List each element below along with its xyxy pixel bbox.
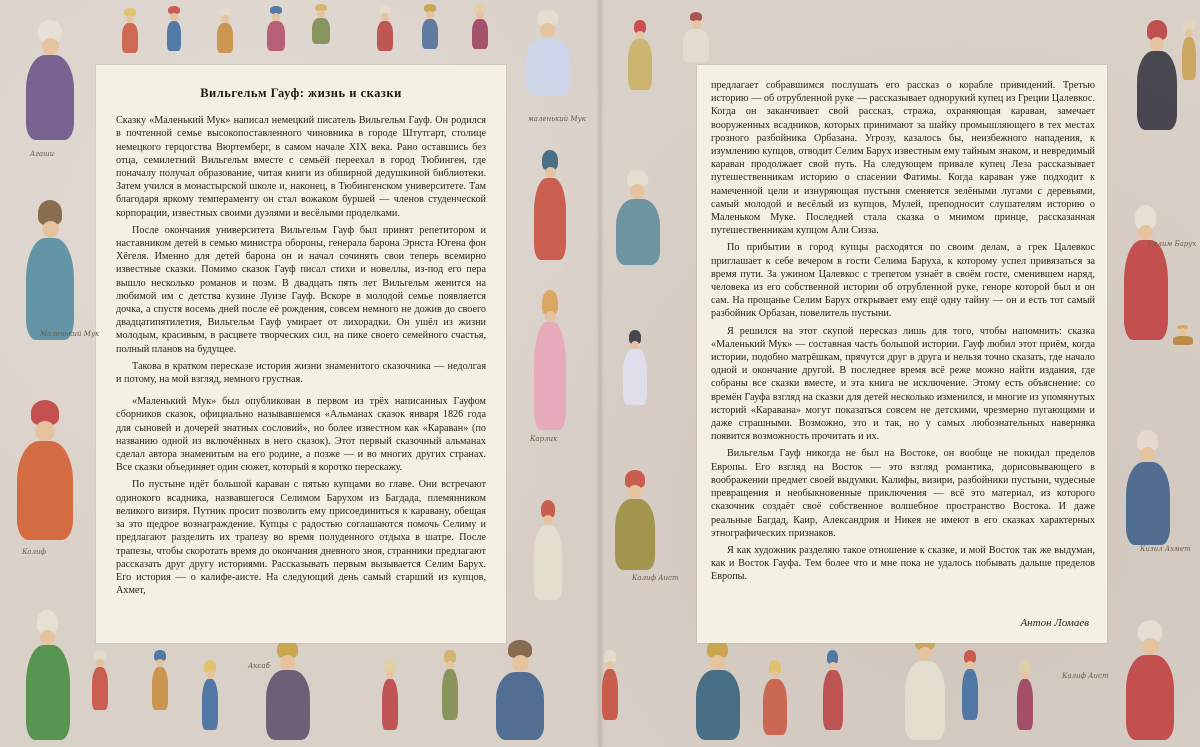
- paragraph: Я как художник разделяю такое отношение к сказке, и мой Восток так же выдуман, как и Восток Гауфа. Тем более что и мне пока не удалось побывать дальше пределов Европы.: [711, 544, 1095, 583]
- robe-shape: [602, 669, 618, 720]
- head-shape: [512, 655, 529, 672]
- costume-sketch: [760, 660, 790, 735]
- paragraph: По прибытии в город купцы расходятся по своим делам, а грек Цалевкос приглашает к себе вечером в гости Селима Баруха, к которому успел привязаться за время пути. За ужином Цалевкос с трепетом узнаёт в своём госте, сменившем наряд, человека из его собственной истории об отрубленной руке, геноре которой был и он сам. На прощанье Селим Барух открывает ему ещё одну тайну — он и есть тот самый разбойник Орбазан, повелитель пустыни.: [711, 242, 1095, 320]
- paragraph: Я решился на этот скупой пересказ лишь для того, чтобы напомнить: сказка «Маленький Мук» — составная часть большой истории. Гауф любил этот приём, когда истории, подобно матрёшкам, прячутся друг в друга и нельзя точно сказать, где начало одной и окончание другой. В последнее время всё реже можно найти издания, где собраны все сказки вместе, и эта книга не исключение. Этому есть объяснение: со времён Гауфа взгляд на сказки для детей несколько изменился, и многие из упомянутых историй «Каравана» могут показаться совсем не детскими, чрезмерно пугающими и даже страшными. Возможно, это и так, но у самых любознательных наверняка появится возможность прочитать и их.: [711, 325, 1095, 443]
- paragraph: По пустыне идёт большой караван с пятью купцами во главе. Они встречают одинокого всадника, назвавшегося Селимом Барухом из Багдада, племянником великого визиря. Путник просит позволить ему присоединиться к каравану, обещая за это щедрое вознаграждение. Купцы с радостью соглашаются помочь Селиму и предлагают разделить их трапезу во время полуденного отдыха в шатре. После трапезы, чтобы скоротать время до окончания дневного зноя, странники предлагают рассказать друг другу историями. Рассказывать первым вызывается Селим Барух. Его история — о калифе-аисте. На следующий день самый старший из купцов, Ахмет,: [116, 479, 486, 597]
- robe-shape: [267, 21, 285, 51]
- head-shape: [426, 11, 434, 19]
- robe-shape: [152, 667, 168, 710]
- head-shape: [829, 662, 837, 670]
- costume-sketch: [260, 640, 315, 740]
- head-shape: [543, 515, 553, 525]
- head-shape: [42, 221, 59, 238]
- robe-shape: [1137, 51, 1177, 130]
- right-text-column: [711, 79, 1095, 588]
- robe-shape: [1126, 462, 1170, 545]
- head-shape: [221, 15, 229, 23]
- figure-caption: Агаши: [30, 150, 55, 158]
- figure-caption: Аксаб: [248, 662, 270, 670]
- costume-sketch: [680, 12, 712, 62]
- head-shape: [386, 671, 394, 679]
- head-shape: [272, 13, 280, 21]
- robe-shape: [628, 39, 652, 90]
- head-shape: [1140, 447, 1155, 462]
- robe-shape: [823, 670, 843, 730]
- costume-sketch: [310, 4, 332, 44]
- paragraph: предлагает собравшимся послушать его рассказ о корабле привидений. Третью историю — об отрубленной руке — рассказывает однорукий купец из Греции Цалевкос. Когда он заканчивает свой рассказ, стража, охраняющая караван, замечает вооруженных всадников, которых принимают за шайку промышляющего в тех местах грозного разбойника Орбазана. Угрозу, казалось бы, неизбежного нападения, к изумлению купцов, отводит Селим Барух известным ему тайным знаком, и невредимый караван продолжает свой путь. На следующем привале купец Леза рассказывает путешественникам историю о спасении Фатимы. Когда караван уже подходит к намеченной цели и изнуряющая пустыня сменяется зелёными лугами с деревьями, самый молодой и весёлый из купцов, Мулей, преподносит слушателям историю о Маленьком Муке. Последней стала сказка о мнимом принце, рассказанная путешественникам купцом Али Сизза.: [711, 80, 1095, 237]
- costume-sketch: [470, 4, 490, 49]
- robe-shape: [496, 672, 544, 740]
- figure-caption: Селим Барух: [1148, 240, 1197, 248]
- costume-sketch: [600, 650, 620, 720]
- left-text-panel: [96, 65, 506, 643]
- head-shape: [206, 671, 214, 679]
- figure-caption: маленький Мук: [528, 115, 586, 123]
- costume-sketch: [490, 640, 550, 740]
- costume-sketch: [520, 10, 575, 95]
- robe-shape: [1126, 655, 1174, 740]
- right-text-panel: [697, 65, 1107, 643]
- costume-sketch: [530, 290, 570, 430]
- costume-sketch: [900, 630, 950, 740]
- robe-shape: [167, 21, 181, 51]
- costume-sketch: [1118, 205, 1173, 340]
- robe-shape: [683, 29, 709, 62]
- costume-sketch: [200, 660, 220, 730]
- head-shape: [381, 13, 389, 21]
- head-shape: [771, 671, 779, 679]
- robe-shape: [472, 19, 488, 49]
- robe-shape: [17, 441, 73, 540]
- robe-shape: [377, 21, 393, 51]
- head-shape: [540, 23, 555, 38]
- costume-sketch: [420, 4, 440, 49]
- head-shape: [35, 421, 55, 441]
- costume-sketch: [120, 8, 140, 53]
- head-shape: [1150, 37, 1164, 51]
- head-shape: [1179, 328, 1187, 336]
- head-shape: [545, 167, 556, 178]
- costume-sketch: [1170, 325, 1195, 345]
- head-shape: [628, 485, 642, 499]
- costume-sketch: [20, 200, 80, 340]
- robe-shape: [534, 178, 566, 260]
- robe-shape: [312, 18, 330, 44]
- costume-sketch: [20, 610, 75, 740]
- paragraph: Сказку «Маленький Мук» написал немецкий писатель Вильгельм Гауф. Он родился в почтенной семье высокопоставленного чиновника в городе Штутгарт, столице немецкого герцогства Вюртемберг, в самом начале XIX века. Рано оставшись без отца, семилетний Вильгельм вместе с семьёй переехал в город Тюбинген, где поначалу получал образование, читая книги из обширной дедушкиной библиотеки. Затем учился в монастырской школе и, наконец, в Тюбингенском университете. Там благодаря яркому темпераменту он стал вожаком буршей — членов студенческой корпорации, известных своими дуэлями и весёлыми проделками.: [116, 115, 486, 219]
- head-shape: [1138, 225, 1153, 240]
- robe-shape: [1182, 37, 1196, 80]
- costume-sketch: [265, 6, 287, 51]
- robe-shape: [382, 679, 398, 730]
- costume-sketch: [960, 650, 980, 720]
- costume-sketch: [610, 170, 665, 265]
- figure-caption: Карлик: [530, 435, 558, 443]
- costume-sketch: [1015, 660, 1035, 730]
- robe-shape: [1173, 336, 1193, 345]
- costume-sketch: [375, 6, 395, 51]
- head-shape: [545, 311, 556, 322]
- figure-caption: Маленький Мук: [40, 330, 100, 338]
- head-shape: [317, 10, 325, 18]
- robe-shape: [696, 670, 740, 740]
- head-shape: [630, 184, 645, 199]
- costume-sketch: [1180, 20, 1198, 80]
- costume-sketch: [610, 470, 660, 570]
- head-shape: [280, 655, 295, 670]
- robe-shape: [26, 55, 74, 140]
- costume-sketch: [10, 400, 80, 540]
- costume-sketch: [620, 330, 650, 405]
- robe-shape: [534, 525, 562, 600]
- robe-shape: [26, 238, 74, 340]
- robe-shape: [26, 645, 70, 740]
- head-shape: [170, 13, 178, 21]
- costume-sketch: [530, 500, 565, 600]
- costume-sketch: [380, 660, 400, 730]
- head-shape: [1021, 671, 1029, 679]
- costume-sketch: [20, 20, 80, 140]
- robe-shape: [122, 23, 138, 53]
- paragraph: Такова в кратком пересказе история жизни знаменитого сказочника — недолгая и потому, на мой взгляд, немного грустная.: [116, 360, 486, 386]
- head-shape: [966, 661, 974, 669]
- head-shape: [918, 647, 932, 661]
- robe-shape: [623, 349, 647, 405]
- paragraph: После окончания университета Вильгельм Гауф был принят репетитором и наставником детей в семью министра обороны, генерала барона Эрнста Югена фон Хёгеля. Именно для детей барона он и начал сочинять свои теперь всемирно известные сказки. Помимо сказок Гауф писал стихи и новеллы, из-под его пера вышло несколько романов и поэм. В двадцать пять лет Вильгельм женится на любимой им с детства кузине Луизе Гауф. Вскоре в молодой семье появляется дочка, а спустя восемь дней после её рождения, совсем немного не дожив до своего двадцатипятилетия, Вильгельм Гауф умирает от лихорадки. Он ушёл из жизни молодым, красивым, в расцвете творческих сил, на пике своего семейного счастья, полный планов на будущее.: [116, 224, 486, 355]
- head-shape: [636, 31, 644, 39]
- paragraph: «Маленький Мук» был опубликован в первом из трёх написанных Гауфом сборников сказок, официально называвшемся «Альманах сказок января 1826 года для сыновей и дочерей знатных сословий», но более известном как «Караван» (по названию одной из включённых в него сказок). Этот первый сказочный альманах сделал автора знаменитым на его родине, а позже — и во многих других странах. Все сказки объединяет один сюжет, который я коротко перескажу.: [116, 396, 486, 474]
- robe-shape: [615, 499, 655, 570]
- robe-shape: [442, 669, 458, 720]
- robe-shape: [92, 667, 108, 710]
- head-shape: [446, 661, 454, 669]
- costume-sketch: [690, 640, 745, 740]
- head-shape: [1185, 29, 1193, 37]
- head-shape: [476, 11, 484, 19]
- head-shape: [40, 630, 55, 645]
- robe-shape: [905, 661, 945, 740]
- robe-shape: [763, 679, 787, 735]
- costume-sketch: [1132, 20, 1182, 130]
- author-signature: Антон Ломаев: [1020, 617, 1089, 629]
- robe-shape: [422, 19, 438, 49]
- paragraph: Вильгельм Гауф никогда не был на Востоке, он вообще не покидал пределов Европы. Его взгляд на Восток — это взгляд романтика, дорисовывающего в воображении предмет своей выдумки. Калифы, визири, разбойники пустыни, чудесные превращения и необыкновенные приключения — всё это материал, из которого сказочник создаёт своё собственное волшебное пространство Востока. И даже реальные Багдад, Каир, Александрия и Никея не имеют в его сказках характерных этнографических признаков.: [711, 448, 1095, 539]
- head-shape: [692, 20, 701, 29]
- figure-caption: Калиф: [22, 548, 47, 556]
- robe-shape: [534, 322, 566, 430]
- costume-sketch: [1120, 620, 1180, 740]
- robe-shape: [217, 23, 233, 53]
- costume-sketch: [90, 650, 110, 710]
- robe-shape: [202, 679, 218, 730]
- costume-sketch: [1120, 430, 1175, 545]
- costume-sketch: [165, 6, 183, 51]
- head-shape: [710, 655, 725, 670]
- costume-sketch: [440, 650, 460, 720]
- left-text-column: [116, 87, 486, 601]
- costume-sketch: [215, 8, 235, 53]
- robe-shape: [962, 669, 978, 720]
- robe-shape: [616, 199, 660, 265]
- figure-caption: Калиф Аист: [632, 574, 679, 582]
- robe-shape: [526, 38, 570, 95]
- robe-shape: [1124, 240, 1168, 340]
- page-title: Вильгельм Гауф: жизнь и сказки: [200, 86, 402, 100]
- robe-shape: [1017, 679, 1033, 730]
- figure-caption: Кизил Ахмет: [1140, 545, 1191, 553]
- robe-shape: [266, 670, 310, 740]
- costume-sketch: [625, 20, 655, 90]
- book-gutter: [596, 0, 604, 747]
- head-shape: [1142, 638, 1159, 655]
- head-shape: [631, 341, 639, 349]
- costume-sketch: [150, 650, 170, 710]
- costume-sketch: [820, 650, 845, 730]
- head-shape: [126, 15, 134, 23]
- figure-caption: Калиф Аист: [1062, 672, 1109, 680]
- head-shape: [42, 38, 59, 55]
- head-shape: [96, 659, 104, 667]
- head-shape: [606, 661, 614, 669]
- head-shape: [156, 659, 164, 667]
- costume-sketch: [530, 150, 570, 260]
